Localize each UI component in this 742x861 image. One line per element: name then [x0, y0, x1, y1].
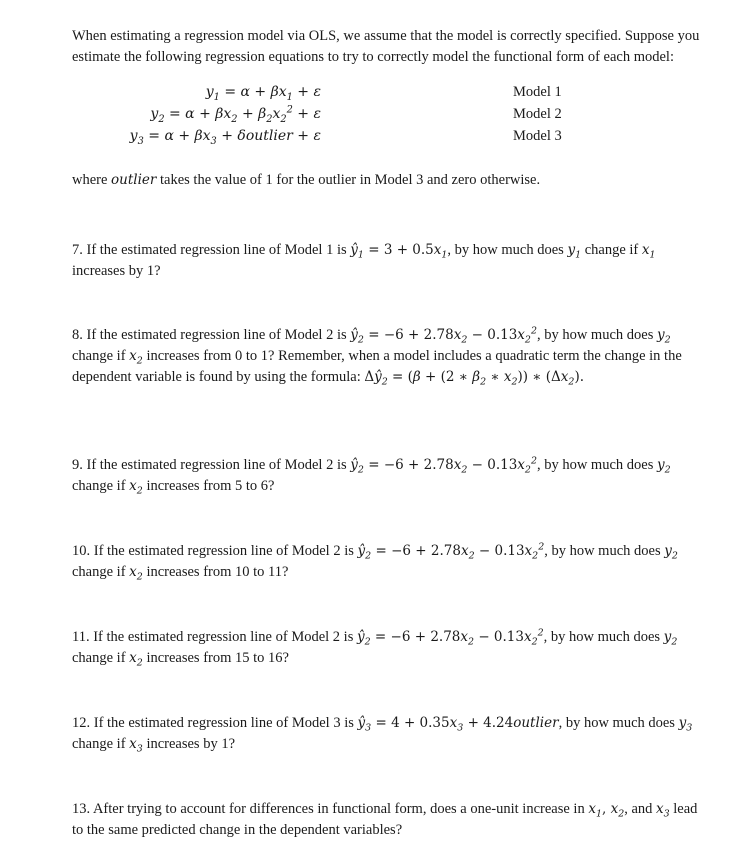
q13-text-c: lead to the same predicted change in the dependent variables?: [72, 801, 698, 838]
q9-equation: $ŷ_2 = -6 + 2.78x_2 - 0.13x_2^2$: [350, 455, 537, 476]
q12-var-x: $x_3$: [129, 736, 143, 755]
q9-var-y: $y_2$: [656, 457, 671, 476]
q7-text-c: change if: [581, 242, 642, 258]
question-7: [72, 240, 702, 282]
q11-equation: $ŷ_2 = -6 + 2.78x_2 - 0.13x_2^2$: [356, 627, 544, 648]
model-3-label: Model 3: [513, 128, 562, 144]
q7-equation: $ŷ_1 = 3 + 0.5x_1$: [350, 242, 448, 261]
q8-text-d: increases from 0 to 1? Remember, when a model includes a quadratic term the change in the dependent variable is found by using the formula:: [72, 348, 682, 385]
question-13: [72, 799, 702, 841]
q9-text-a: 9. If the estimated regression line of Model 2 is: [72, 457, 351, 473]
model-2-equation: $y_2 = \alpha + \beta x_2 + \beta_2x_2^2 + \varepsilon$: [150, 104, 321, 125]
model-2-row: [72, 106, 702, 128]
q13-vars-x1-x2: $x_1$, $x_2$: [588, 801, 625, 820]
q10-text-a: 10. If the estimated regression line of Model 2 is: [72, 543, 358, 559]
question-8: [72, 325, 702, 388]
q11-text-b: , by how much does: [543, 629, 664, 645]
q13-text-b: , and: [624, 801, 657, 817]
q9-text-c: change if: [72, 478, 130, 494]
q12-text-c: change if: [72, 736, 130, 752]
question-11: [72, 627, 702, 669]
model-1-label: Model 1: [513, 84, 562, 100]
q8-var-y: $y_2$: [656, 327, 671, 346]
question-9: [72, 455, 702, 497]
model-2-label: Model 2: [513, 106, 562, 122]
q7-text-a: 7. If the estimated regression line of Model 1 is: [72, 242, 351, 258]
q10-equation: $ŷ_2 = -6 + 2.78x_2 - 0.13x_2^2$: [357, 541, 545, 562]
q7-var-x: $x_1$: [641, 242, 656, 261]
q11-text-d: increases from 15 to 16?: [142, 650, 289, 666]
q7-text-d: increases by 1?: [72, 263, 161, 279]
q12-equation: $ŷ_3 = 4 + 0.35x_3$ + 4.24outlier: [357, 715, 559, 734]
model-1-row: [72, 84, 702, 106]
outlier-definition: [72, 170, 702, 191]
q10-text-d: increases from 10 to 11?: [142, 564, 289, 580]
q11-text-c: change if: [72, 650, 130, 666]
q10-text-c: change if: [72, 564, 130, 580]
model-3-row: [72, 128, 702, 150]
q12-text-a: 12. If the estimated regression line of Model 3 is: [72, 715, 358, 731]
q8-formula: $\Delta ŷ_2 = (\beta + (2$ ∗ $\beta_2$ ∗ $x_2$)) ∗ $(\Delta x_2)$.: [364, 369, 584, 388]
outlier-variable: outlier: [111, 172, 157, 188]
q10-var-x: $x_2$: [129, 564, 143, 583]
question-12: [72, 713, 702, 755]
q7-var-y: $y_1$: [567, 242, 582, 261]
q8-text-c: change if: [72, 348, 130, 364]
q9-text-b: , by how much does: [536, 457, 657, 473]
q13-text-a: 13. After trying to account for differences in functional form, does a one-unit increase in: [72, 801, 589, 817]
q8-equation: $ŷ_2 = -6 + 2.78x_2 - 0.13x_2^2$: [350, 325, 537, 346]
q9-var-x: $x_2$: [129, 478, 143, 497]
q12-var-y: $y_3$: [678, 715, 693, 734]
q11-var-y: $y_2$: [663, 629, 678, 648]
model-3-equation: $y_3 = \alpha + \beta x_3$ + δoutlier + ε: [129, 128, 321, 147]
model-1-equation: $y_1 = \alpha + \beta x_1 + \varepsilon$: [205, 84, 321, 103]
model-equations: [72, 84, 702, 150]
q7-text-b: , by how much does: [447, 242, 568, 258]
where-suffix: takes the value of 1 for the outlier in Model 3 and zero otherwise.: [156, 172, 541, 188]
q9-text-d: increases from 5 to 6?: [142, 478, 275, 494]
q13-var-x3: $x_3$: [656, 801, 670, 820]
q12-text-b: , by how much does: [558, 715, 679, 731]
q8-var-x: $x_2$: [129, 348, 143, 367]
where-prefix: where: [72, 172, 112, 188]
q12-text-d: increases by 1?: [142, 736, 236, 752]
q11-text-a: 11. If the estimated regression line of Model 2 is: [72, 629, 357, 645]
q11-var-x: $x_2$: [129, 650, 143, 669]
q8-text-b: , by how much does: [536, 327, 657, 343]
q10-text-b: , by how much does: [544, 543, 665, 559]
q10-var-y: $y_2$: [664, 543, 678, 562]
q8-text-a: 8. If the estimated regression line of Model 2 is: [72, 327, 351, 343]
intro-paragraph: When estimating a regression model via OLS, we assume that the model is correctly specified. Suppose you estimate the following regression equations to try to correctly model the functional form of each model:: [72, 28, 700, 65]
document-page: [72, 26, 702, 838]
question-10: [72, 541, 702, 583]
